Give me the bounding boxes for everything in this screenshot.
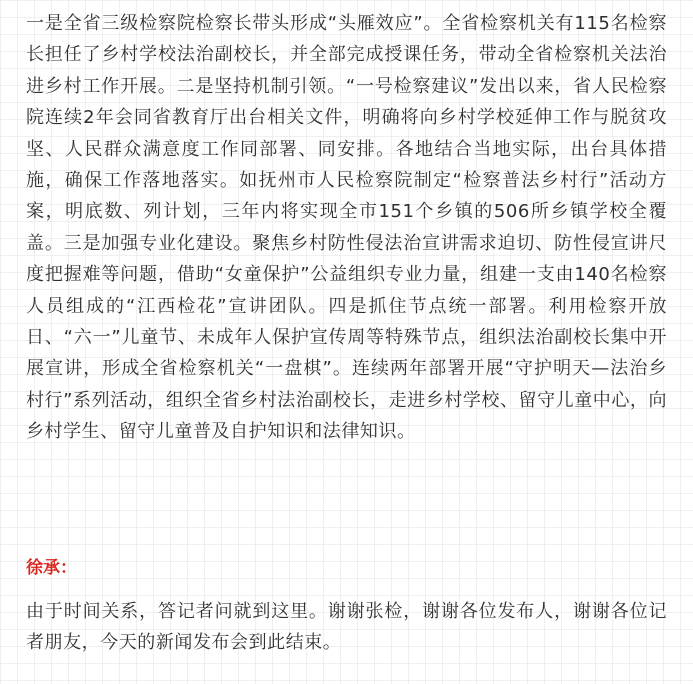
main-paragraph: 一是全省三级检察院检察长带头形成“头雁效应”。全省检察机关有115名检察长担任了乡村学校法治副校长，并全部完成授课任务，带动全省检察机关法治进乡村工作开展。二是坚持机制引领。“一号检察建议”发出以来，省人民检察院连续2年会同省教育厅出台相关文件，明确将向乡村学校延伸工作与脱贫攻坚、人民群众满意度工作同部署、同安排。各地结合当地实际，出台具体措施，确保工作落地落实。如抚州市人民检察院制定“检察普法乡村行”活动方案，明底数、列计划，三年内将实现全市151个乡镇的506所乡镇学校全覆盖。三是加强专业化建设。聚焦乡村防性侵法治宣讲需求迫切、防性侵宣讲尺度把握难等问题，借助“女童保护”公益组织专业力量，组建一支由140名检察人员组成的“江西检花”宣讲团队。四是抓住节点统一部署。利用检察开放日、“六一”儿童节、未成年人保护宣传周等特殊节点，组织法治副校长集中开展宣讲，形成全省检察机关“一盘棋”。连续两年部署开展“守护明天—法治乡村行”系列活动，组织全省乡村法治副校长，走进乡村学校、留守儿童中心，向乡村学生、留守儿童普及自护知识和法律知识。 xyxy=(26,13,667,443)
speaker-label: 徐承： xyxy=(26,558,77,578)
closing-paragraph: 由于时间关系，答记者问就到这里。谢谢张检，谢谢各位发布人，谢谢各位记者朋友，今天的新闻发布会到此结束。 xyxy=(26,601,667,654)
